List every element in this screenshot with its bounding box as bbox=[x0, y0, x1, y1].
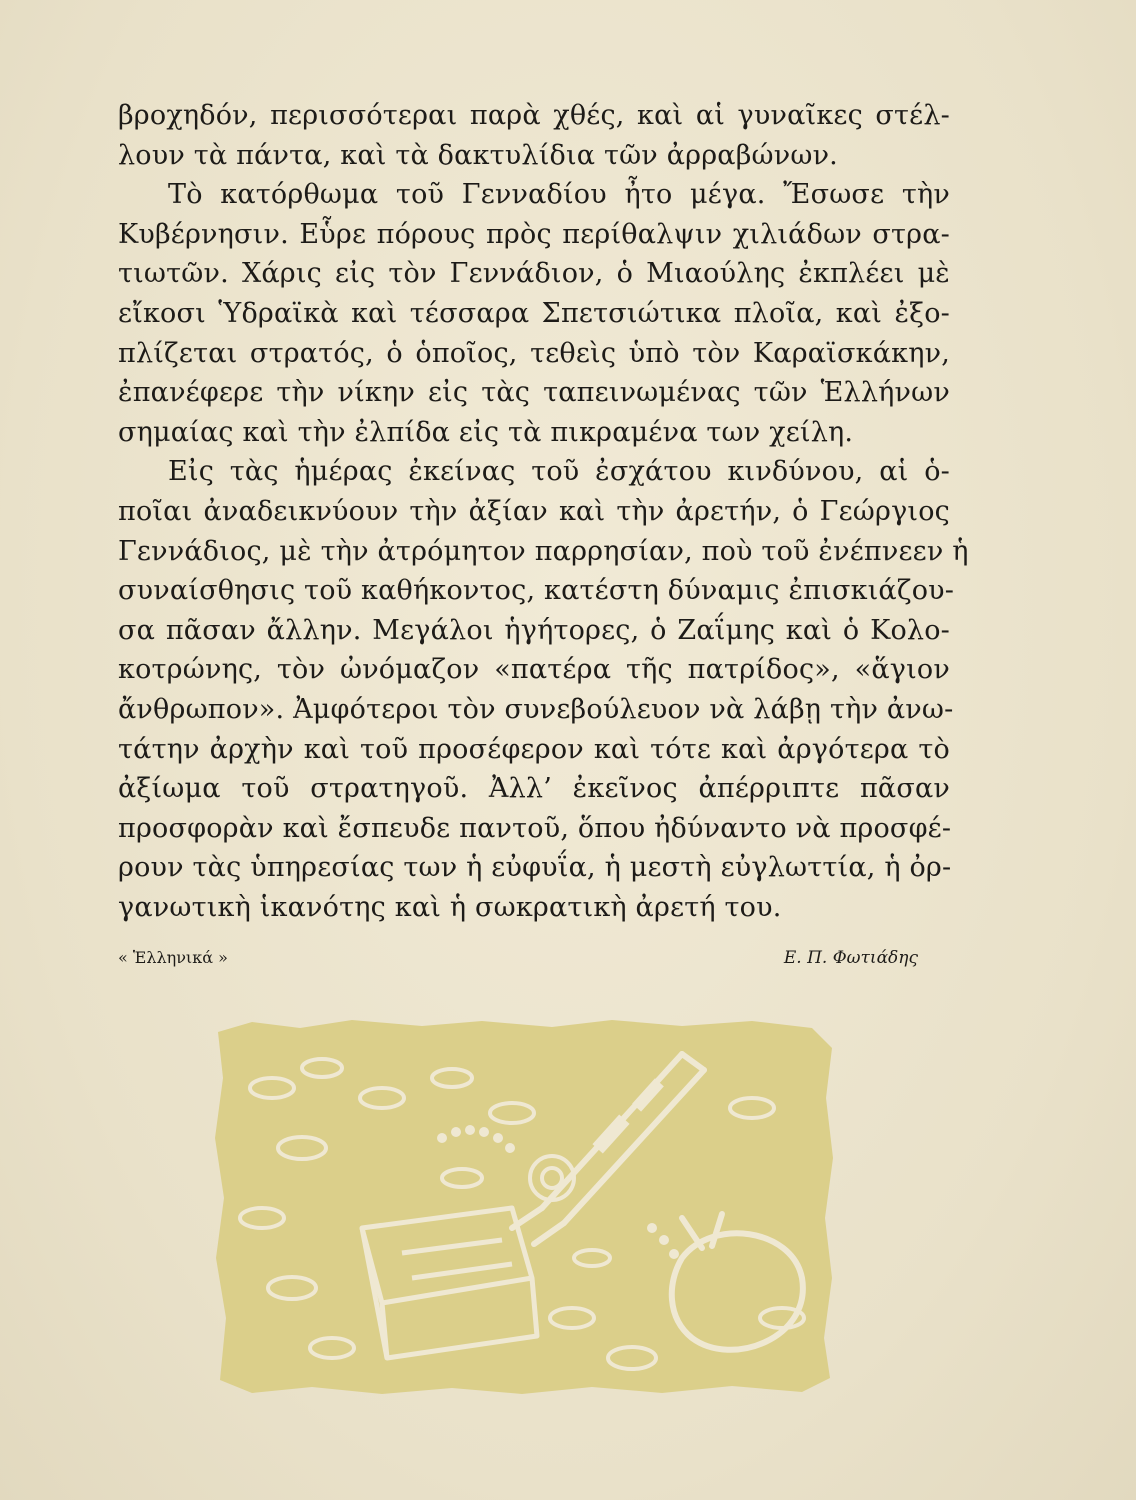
text-line: σα πᾶσαν ἄλλην. Μεγάλοι ἡγήτορες, ὁ Ζαΐμης καὶ ὁ Κολο- bbox=[118, 614, 950, 646]
text-line: εἴκοσι Ὑδραϊκὰ καὶ τέσσαρα Σπετσιώτικα πλοῖα, καὶ ἐξο- bbox=[118, 297, 950, 329]
attribution bbox=[118, 948, 918, 968]
woodcut-illustration bbox=[212, 1018, 835, 1395]
text-line: ρουν τὰς ὑπηρεσίας των ἡ εὐφυΐα, ἡ μεστὴ εὐγλωττία, ἡ ὀρ- bbox=[118, 852, 952, 884]
text-line: ποῖαι ἀναδεικνύουν τὴν ἀξίαν καὶ τὴν ἀρετήν, ὁ Γεώργιος bbox=[118, 495, 950, 527]
text-line: κοτρώνης, τὸν ὠνόμαζον «πατέρα τῆς πατρίδος», «ἅγιον bbox=[118, 654, 950, 686]
text-line: βροχηδόν, περισσότεραι παρὰ χθές, καὶ αἱ γυναῖκες στέλ- bbox=[118, 100, 950, 131]
text-line: προσφορὰν καὶ ἔσπευδε παντοῦ, ὅπου ἠδύναντο νὰ προσφέ- bbox=[118, 812, 952, 844]
text-line: συναίσθησις τοῦ καθήκοντος, κατέστη δύναμις ἐπισκιάζου- bbox=[118, 575, 955, 607]
text-line: Γεννάδιος, μὲ τὴν ἀτρόμητον παρρησίαν, ποὺ τοῦ ἐνέπνεεν ἡ bbox=[118, 535, 969, 567]
text-line: ἐπανέφερε τὴν νίκην εἰς τὰς ταπεινωμένας τῶν Ἑλλήνων bbox=[118, 377, 950, 409]
text-line: ἀξίωμα τοῦ στρατηγοῦ. Ἀλλ’ ἐκεῖνος ἀπέρριπτε πᾶσαν bbox=[118, 773, 950, 805]
text-line: πλίζεται στρατός, ὁ ὁποῖος, τεθεὶς ὑπὸ τὸν Καραϊσκάκην, bbox=[118, 337, 950, 369]
source-citation: « Ἑλληνικά » bbox=[118, 948, 228, 967]
paragraph-start-line: Τὸ κατόρθωμα τοῦ Γενναδίου ἦτο μέγα. Ἔσωσε τὴν bbox=[168, 179, 950, 211]
author-name: Ε. Π. Φωτιάδης bbox=[783, 948, 918, 968]
article-text bbox=[118, 96, 969, 927]
text-line: λουν τὰ πάντα, καὶ τὰ δακτυλίδια τῶν ἀρραβώνων. bbox=[118, 139, 838, 171]
text-line: γανωτικὴ ἱκανότης καὶ ἡ σωκρατικὴ ἀρετή του. bbox=[118, 891, 782, 923]
text-line: Κυβέρνησιν. Εὗρε πόρους πρὸς περίθαλψιν χιλιάδων στρα- bbox=[118, 218, 950, 250]
text-line: τάτην ἀρχὴν καὶ τοῦ προσέφερον καὶ τότε καὶ ἀργότερα τὸ bbox=[118, 733, 950, 765]
text-line: ἄνθρωπον». Ἀμφότεροι τὸν συνεβούλευον νὰ λάβῃ τὴν ἀνω- bbox=[118, 693, 954, 725]
text-line: σημαίας καὶ τὴν ἐλπίδα εἰς τὰ πικραμένα των χείλη. bbox=[118, 416, 854, 448]
paragraph-start-line: Εἰς τὰς ἡμέρας ἐκείνας τοῦ ἐσχάτου κινδύνου, αἱ ὁ- bbox=[168, 456, 950, 488]
text-line: τιωτῶν. Χάρις εἰς τὸν Γεννάδιον, ὁ Μιαούλης ἐκπλέει μὲ bbox=[118, 258, 950, 290]
